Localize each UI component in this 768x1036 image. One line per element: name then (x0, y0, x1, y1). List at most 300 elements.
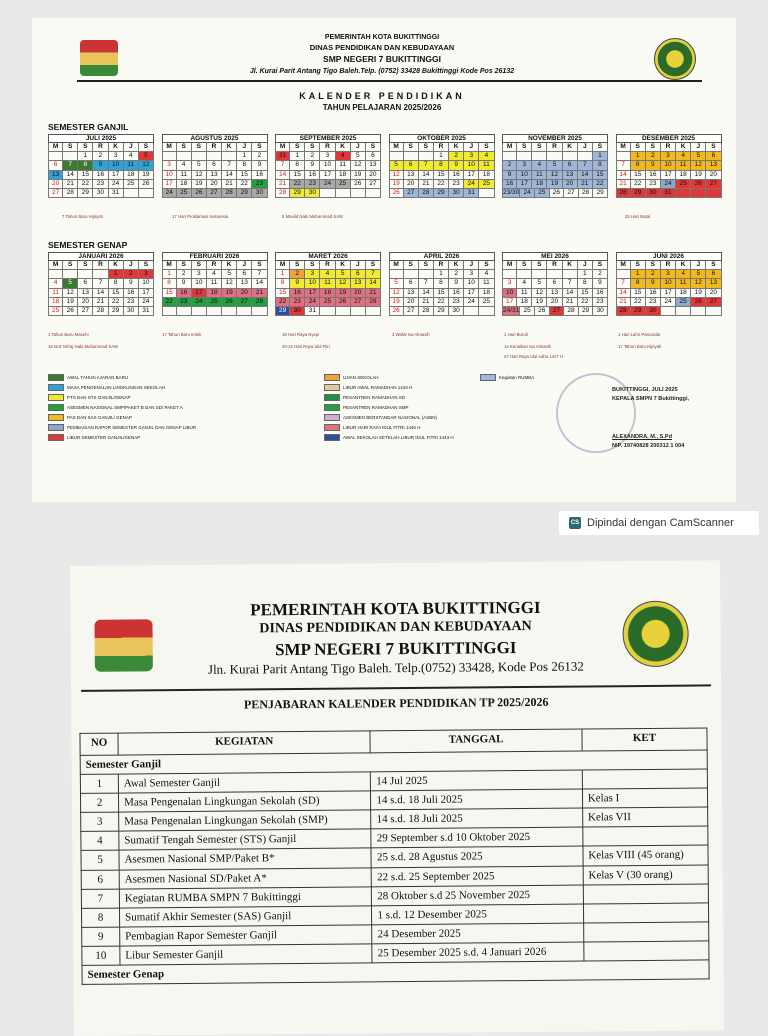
day-cell: 29 (593, 189, 608, 198)
day-cell: 16 (93, 171, 108, 180)
day-header: S (404, 143, 419, 152)
day-cell: 26 (691, 180, 706, 189)
day-cell: 9 (252, 161, 267, 170)
day-cell: 11 (177, 171, 192, 180)
day-header: S (517, 261, 532, 270)
day-cell: 5 (547, 161, 562, 170)
day-cell (63, 270, 78, 279)
day-cell: 27 (706, 180, 721, 189)
header-line2: DINAS PENDIDIKAN DAN KEBUDAYAAN (309, 43, 455, 52)
day-header: S (290, 143, 305, 152)
day-cell: 11 (479, 279, 494, 288)
day-cell: 27 (366, 180, 381, 189)
day-cell: 12 (222, 279, 237, 288)
day-cell: 2 (502, 161, 517, 170)
header-address: Jl. Kurai Parit Antang Tigo Baleh.Telp. (0752) 33428 Bukittinggi Kode Pos 26132 (249, 68, 515, 75)
schedule-page (70, 560, 724, 1036)
day-cell: 6 (404, 279, 419, 288)
day-cell: 21 (275, 180, 290, 189)
day-cell: 4 (479, 152, 494, 161)
day-cell: 31 (464, 189, 479, 198)
camscanner-text: Dipindai dengan CamScanner (587, 517, 734, 529)
day-cell: 21 (616, 180, 631, 189)
day-cell: 11 (532, 171, 547, 180)
day-cell (502, 152, 517, 161)
day-cell: 13 (404, 289, 419, 298)
day-cell: 19 (547, 180, 562, 189)
day-header: M (616, 143, 631, 152)
day-cell: 4 (676, 270, 691, 279)
day-header: M (48, 261, 63, 270)
legend-label: PTS DAN STS GANJIL/GENAP (67, 395, 131, 400)
day-header: M (389, 261, 404, 270)
day-cell: 20 (237, 289, 252, 298)
day-cell: 16 (177, 289, 192, 298)
legend-swatch (48, 404, 64, 411)
day-cell: 10 (162, 171, 177, 180)
day-cell: 27 (706, 298, 721, 307)
legend-label: AWAL TAHUN AJARAN BARU (67, 375, 129, 380)
day-header: S (404, 261, 419, 270)
day-cell: 10 (320, 161, 335, 170)
legend-swatch (324, 384, 340, 391)
day-header: M (616, 261, 631, 270)
day-cell: 27 (351, 298, 366, 307)
city-logo (80, 40, 118, 76)
day-cell: 22 (109, 298, 124, 307)
day-header: M (389, 143, 404, 152)
day-cell: 23 (593, 298, 608, 307)
day-cell: 9 (646, 279, 661, 288)
table-cell-ket: Kelas VIII (45 orang) (583, 845, 708, 865)
day-cell: 1 (290, 152, 305, 161)
day-cell: 2 (290, 270, 305, 279)
day-cell: 3 (661, 270, 676, 279)
table-cell-no: 6 (81, 870, 119, 889)
table-cell-no: 3 (81, 812, 119, 831)
day-header: S (646, 143, 661, 152)
legend-swatch (48, 434, 64, 441)
table-cell-no: 7 (81, 889, 119, 908)
legend-item (48, 433, 140, 442)
day-cell: 3 (139, 270, 154, 279)
day-header: S (366, 261, 381, 270)
day-cell: 26 (550, 189, 565, 198)
city-logo (94, 619, 152, 672)
legend-swatch (324, 394, 340, 401)
holiday-note: 17 Tahun Baru Imlek (162, 332, 202, 337)
day-cell (389, 270, 404, 279)
day-header: S (139, 261, 154, 270)
day-cell: 3 (162, 161, 177, 170)
day-header: S (192, 143, 207, 152)
day-header: R (547, 261, 562, 270)
day-cell: 16 (593, 289, 608, 298)
day-cell: 12 (691, 161, 706, 170)
day-cell: 18 (124, 171, 139, 180)
day-cell: 17 (502, 298, 517, 307)
table-cell-ket: Kelas V (30 orang) (583, 865, 708, 885)
day-cell (691, 307, 706, 316)
day-cell: 19 (351, 171, 366, 180)
legend-label: MASA PENGENALAN LINGKUNGAN SEKOLAH (67, 385, 166, 390)
legend-swatch (324, 424, 340, 431)
day-cell: 16 (124, 289, 139, 298)
day-header: J (237, 143, 252, 152)
legend-item (48, 383, 165, 392)
legend-item (480, 373, 534, 382)
day-cell: 1 (578, 270, 593, 279)
day-cell: 28 (275, 189, 290, 198)
day-cell: 18 (479, 171, 494, 180)
day-cell: 28 (93, 307, 108, 316)
day-cell: 3 (109, 152, 124, 161)
table-cell-tanggal: 25 Desember 2025 s.d. 4 Januari 2026 (372, 942, 584, 963)
day-cell: 7 (252, 270, 267, 279)
table-cell-no: 1 (80, 774, 118, 793)
day-cell: 5 (222, 270, 237, 279)
day-cell: 14 (366, 279, 381, 288)
day-cell: 3 (320, 152, 335, 161)
day-cell: 28 (616, 307, 631, 316)
day-cell: 30 (290, 307, 305, 316)
column-header: KET (582, 728, 707, 751)
day-cell: 15 (631, 171, 646, 180)
day-cell: 19 (139, 171, 154, 180)
section-label: Semester Ganjil (80, 750, 707, 775)
day-cell: 6 (48, 161, 63, 170)
day-cell (207, 152, 222, 161)
day-cell: 22 (434, 180, 449, 189)
day-cell (48, 270, 63, 279)
semester-ganjil-label: SEMESTER GANJIL (48, 122, 129, 132)
day-cell: 3 (305, 270, 320, 279)
day-cell: 4 (532, 161, 547, 170)
day-cell: 1 (237, 152, 252, 161)
day-header: R (320, 261, 335, 270)
calendar-page (32, 18, 736, 502)
day-cell: 8 (631, 161, 646, 170)
day-cell (366, 189, 381, 198)
month-title: JANUARI 2026 (48, 252, 154, 261)
day-cell (63, 152, 78, 161)
day-cell: 14 (93, 289, 108, 298)
day-cell: 13 (563, 171, 578, 180)
day-cell: 27 (564, 189, 579, 198)
day-cell (177, 152, 192, 161)
day-cell: 7 (63, 161, 78, 170)
day-cell: 8 (578, 279, 593, 288)
day-header: J (691, 143, 706, 152)
day-cell: 21 (252, 289, 267, 298)
day-header: S (479, 143, 494, 152)
day-cell: 13 (404, 171, 419, 180)
day-cell: 26 (139, 180, 154, 189)
day-cell: 14 (419, 171, 434, 180)
day-cell: 22 (290, 180, 305, 189)
day-cell (464, 307, 479, 316)
day-cell: 18 (48, 298, 63, 307)
month-title: SEPTEMBER 2025 (275, 134, 381, 143)
day-cell: 29 (109, 307, 124, 316)
legend-swatch (48, 414, 64, 421)
day-cell: 16 (646, 289, 661, 298)
day-cell: 27 (404, 189, 419, 198)
day-header: S (252, 143, 267, 152)
day-cell: 11 (124, 161, 139, 170)
day-cell: 18 (532, 180, 547, 189)
holiday-note: 1 Tahun Baru Masehi (48, 332, 89, 337)
day-cell: 9 (593, 279, 608, 288)
schedule-table (79, 727, 709, 985)
day-cell: 17 (320, 171, 335, 180)
legend-item (48, 373, 128, 382)
day-header: M (502, 261, 517, 270)
day-cell: 3 (464, 152, 479, 161)
table-cell-ket: Kelas VII (582, 807, 707, 827)
day-header: S (593, 143, 608, 152)
signature-role: KEPALA SMPN 7 Bukittinggi, (612, 395, 690, 402)
day-cell: 6 (78, 279, 93, 288)
day-cell: 4 (320, 270, 335, 279)
day-cell: 16 (449, 289, 464, 298)
day-cell: 4 (676, 152, 691, 161)
legend-label: PAS DAN SAS GANJIL/ GENAP (67, 415, 132, 420)
day-cell: 8 (593, 161, 608, 170)
day-cell: 11 (336, 161, 351, 170)
day-cell: 9 (124, 279, 139, 288)
day-cell: 13 (237, 279, 252, 288)
day-cell: 15 (290, 171, 305, 180)
day-cell: 15 (109, 289, 124, 298)
day-cell: 24 (661, 298, 676, 307)
day-cell: 6 (237, 270, 252, 279)
day-header: R (207, 143, 222, 152)
day-header: S (706, 143, 721, 152)
day-cell: 7 (275, 161, 290, 170)
day-cell (532, 270, 547, 279)
table-cell-kegiatan: Asesmen Nasional SMP/Paket B* (119, 848, 372, 869)
day-cell (124, 189, 139, 198)
day-cell (366, 307, 381, 316)
day-cell (616, 270, 631, 279)
day-cell: 8 (290, 161, 305, 170)
day-header: S (63, 143, 78, 152)
day-cell (48, 152, 63, 161)
day-cell: 29 (579, 307, 594, 316)
day-cell: 16 (502, 180, 517, 189)
day-cell: 23 (93, 180, 108, 189)
day-cell: 26 (389, 189, 404, 198)
day-header: S (305, 261, 320, 270)
day-cell: 20 (547, 298, 562, 307)
day-cell: 21 (563, 298, 578, 307)
day-cell (419, 152, 434, 161)
day-cell: 10 (109, 161, 124, 170)
day-cell: 23 (290, 298, 305, 307)
day-cell: 13 (351, 279, 366, 288)
day-header: J (464, 261, 479, 270)
day-cell (389, 152, 404, 161)
day-cell: 12 (351, 161, 366, 170)
day-header: M (162, 143, 177, 152)
day-cell: 25 (320, 298, 335, 307)
semester-genap-label: SEMESTER GENAP (48, 240, 128, 250)
table-cell-no: 8 (81, 908, 119, 927)
day-cell: 3 (192, 270, 207, 279)
column-header: TANGGAL (370, 729, 582, 753)
legend-label: PESANTREN RAMADHAN SMP (343, 405, 409, 410)
day-cell (547, 270, 562, 279)
table-cell-tanggal: 14 Jul 2025 (371, 770, 583, 791)
day-cell: 9 (449, 279, 464, 288)
day-cell: 22 (275, 298, 290, 307)
day-cell (563, 270, 578, 279)
day-cell: 1 (434, 152, 449, 161)
day-cell: 6 (706, 270, 721, 279)
day-cell: 20 (207, 180, 222, 189)
day-cell: 5 (532, 279, 547, 288)
day-header: R (434, 143, 449, 152)
holiday-note: 17 Tahun Baru Hijriyah (618, 344, 662, 349)
day-header: R (320, 143, 335, 152)
day-cell: 1 (109, 270, 124, 279)
day-cell: 23 (449, 180, 464, 189)
day-cell: 17 (661, 171, 676, 180)
day-header: J (124, 261, 139, 270)
day-cell: 10 (661, 279, 676, 288)
day-cell: 13 (207, 171, 222, 180)
table-cell-no: 5 (81, 851, 119, 870)
day-cell: 2 (177, 270, 192, 279)
legend-swatch (324, 414, 340, 421)
day-cell: 28 (419, 189, 434, 198)
legend-swatch (48, 384, 64, 391)
day-header: S (631, 261, 646, 270)
holiday-note: 5 Maulid Nabi Muhammad SAW (282, 214, 343, 219)
day-cell: 23 (252, 180, 267, 189)
day-cell: 16 (646, 171, 661, 180)
day-cell: 18 (479, 289, 494, 298)
day-cell: 19 (389, 298, 404, 307)
day-cell (177, 307, 192, 316)
day-cell (419, 270, 434, 279)
day-cell: 11 (676, 279, 691, 288)
day-cell: 31 (275, 152, 290, 161)
day-header: J (351, 143, 366, 152)
day-cell: 12 (139, 161, 154, 170)
day-cell: 5 (139, 152, 154, 161)
day-header: R (661, 143, 676, 152)
legend-item (324, 393, 405, 402)
day-cell: 19 (336, 289, 351, 298)
legend-label: ASESMEN BERSTANDAR NASIONAL (ASBN) (343, 415, 438, 420)
day-header: S (532, 143, 547, 152)
day-cell: 25 (177, 189, 192, 198)
day-cell (502, 270, 517, 279)
day-cell: 23 (646, 180, 661, 189)
day-cell: 26 (222, 298, 237, 307)
day-cell: 11 (479, 161, 494, 170)
day-cell: 18 (177, 180, 192, 189)
table-cell-ket (584, 941, 709, 961)
day-cell: 29 (631, 307, 646, 316)
day-cell (320, 307, 335, 316)
day-cell: 24 (661, 180, 676, 189)
day-cell: 12 (192, 171, 207, 180)
table-cell-tanggal: 24 Desember 2025 (372, 923, 584, 944)
day-cell: 10 (661, 161, 676, 170)
day-cell: 27 (48, 189, 63, 198)
day-cell: 27 (207, 189, 222, 198)
holiday-note: 25 Hari Natal (625, 214, 651, 219)
day-cell: 20 (366, 171, 381, 180)
legend-label: Kegiatan RUMBA (499, 375, 535, 380)
day-header: J (351, 261, 366, 270)
day-header: S (366, 143, 381, 152)
day-cell: 3 (502, 279, 517, 288)
holiday-note: 1 Hari Buruh (504, 332, 529, 337)
day-cell: 21 (419, 180, 434, 189)
day-cell: 21 (366, 289, 381, 298)
day-cell: 20 (78, 298, 93, 307)
day-cell: 8 (237, 161, 252, 170)
day-cell: 7 (616, 161, 631, 170)
table-cell-kegiatan: Pembagian Rapor Semester Ganjil (120, 925, 373, 946)
day-cell: 19 (691, 171, 706, 180)
day-cell: 19 (192, 180, 207, 189)
day-cell: 24 (162, 189, 177, 198)
day-cell: 1 (593, 152, 608, 161)
day-cell: 5 (351, 152, 366, 161)
day-cell: 2 (646, 152, 661, 161)
legend-item (48, 423, 196, 432)
day-cell: 24 (109, 180, 124, 189)
day-cell: 8 (78, 161, 93, 170)
legend-swatch (324, 434, 340, 441)
day-cell: 5 (63, 279, 78, 288)
legend-swatch (48, 374, 64, 381)
table-cell-tanggal: 29 September s.d 10 Oktober 2025 (371, 827, 583, 848)
day-cell (222, 307, 237, 316)
day-cell: 1 (78, 152, 93, 161)
day-cell: 28 (63, 189, 78, 198)
holiday-note: 16 Isra' Mi'raj Nabi Muhammad SAW (48, 344, 119, 349)
day-cell: 6 (547, 279, 562, 288)
month-title: APRIL 2026 (389, 252, 495, 261)
day-cell: 20 (48, 180, 63, 189)
day-cell: 10 (305, 279, 320, 288)
day-cell: 5 (691, 270, 706, 279)
day-cell: 14 (252, 279, 267, 288)
day-cell (547, 152, 562, 161)
day-cell: 30 (252, 189, 267, 198)
day-cell: 12 (63, 289, 78, 298)
day-cell: 24 (464, 298, 479, 307)
month-calendar (48, 252, 154, 316)
day-cell: 30 (93, 189, 108, 198)
day-cell: 12 (532, 289, 547, 298)
day-cell: 22 (78, 180, 93, 189)
day-cell: 25 (479, 298, 494, 307)
month-title: AGUSTUS 2025 (162, 134, 268, 143)
day-cell: 7 (563, 279, 578, 288)
day-header: M (48, 143, 63, 152)
day-cell: 19 (532, 298, 547, 307)
legend-label: ASESMEN NASIONAL SMP/PAKET B DAN SD/ PAKET A (67, 405, 183, 410)
p2-header-rule (81, 684, 711, 691)
day-cell: 2 (593, 270, 608, 279)
